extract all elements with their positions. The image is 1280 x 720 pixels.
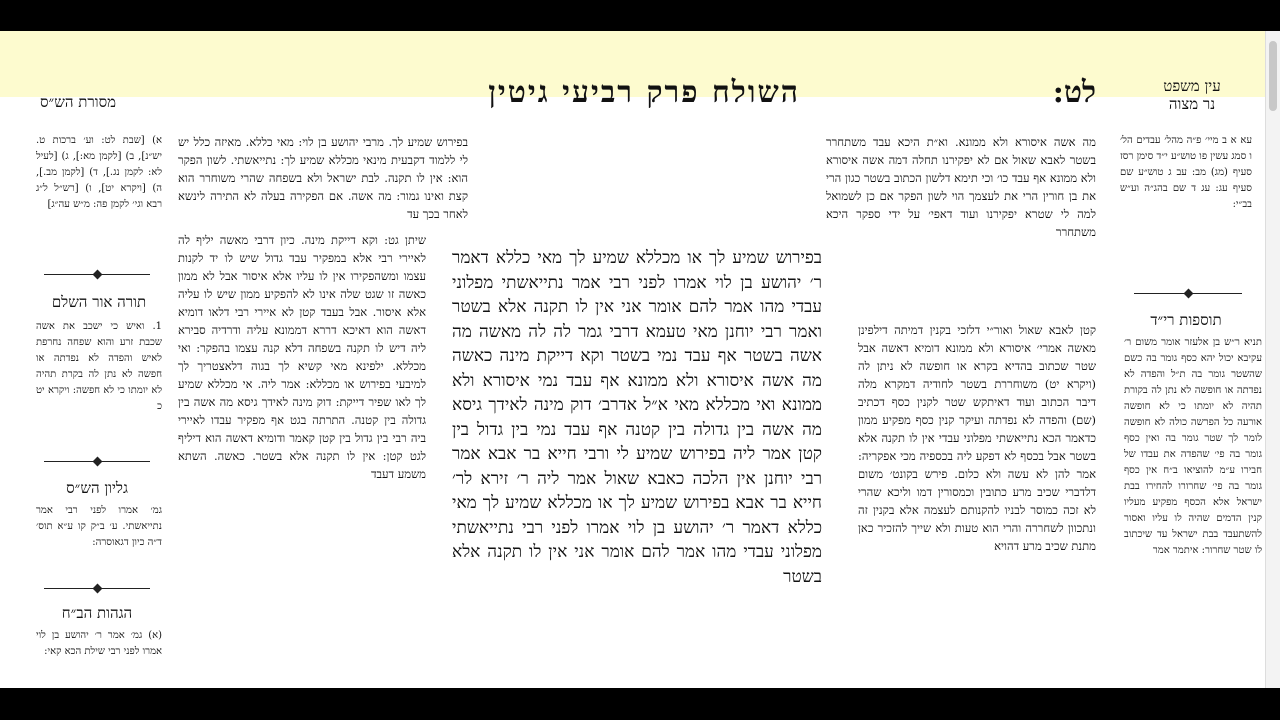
vertical-scrollbar[interactable] [1265, 31, 1280, 688]
tosafot-bottom-text: קטן לאבא שאול ואור״י דלזכי בקנין דמיתה דילפינן מאשה אמרי׳ איסורא ולא ממונא דומיא דאשה אבל שטר שכתוב בהדיא בקרא או חופשה לא ניתן לה (ויקרא יט) משוחררת בשטר לחודיה דמקרא מלה דיבר הכתוב ועוד דאיתקש שטר לקנין כסף דכתיב (שם) והפדה לא נפדתה ועיקר קנין כסף מפקיע ממון כדאמר הכא נתייאשתי מפלוני עבדי אין לו תקנה אלא בשטר אבל בכסף לא דפקע ליה בכספיה מכי אפקריה: אמר להן לא עשה ולא כלום. פירש בקונט׳ משום דלדברי שכיב מרע כתובין וכמסורין דמו וליכא שהרי לא זכה כמוסר לבניו להקנותם לעצמה אלא בקנין זה ונתכוון לשחררה והרי הוא טעות ולא שייך להזכיר כאן מתנת שכיב מרע דהויא [858, 323, 1096, 553]
torah-or-text: 1. ואיש כי ישכב את אשה שכבת זרע והוא שפחה נחרפת לאיש והפדה לא נפדתה או חפשה לא נתן לה בקרת תהיה לא יומתו כי לא חפשה: ויקרא יט כ [36, 321, 162, 412]
page-header-title: השולח פרק רביעי גיטין [488, 75, 800, 110]
separator [1134, 293, 1242, 294]
tosafot-rid-text: תניא ר״ש בן אלעזר אומר משום ר׳ עקיבא יכול יהא כסף גומר בה כשם שהשטר גומר בה ת״ל והפדה לא נפדתה או חופשה לא נתן לה בקורת תהיה לא יומתו כי לא חופשה אורעה כל הפרשה כולה לא חופשה לומר לך שטר גומר בה ואין כסף גומר בה פי׳ שהפדה את עבדו של חבירו ע״מ להוציאו ב״ח אין כסף גומר בה פי׳ שחרורו להחירו בבת ישראל אלא הכסף מפקיע מעליו קנין הדמים שהיה לו עליו ואסור להשתעבד בבת ישראל עד שיכתוב לו שטר שחרור: איתמר אמר [1124, 337, 1262, 556]
hagahot-habach-title: הגהות הב״ח [61, 604, 133, 622]
gemara-text: בפירוש שמיע לך או מכללא שמיע לך מאי כללא דאמר ר׳ יהושע בן לוי אמרו לפני רבי אמר נתייאשתי מפלוני עבדי מהו אמר להם אומר אני אין לו תקנה אלא בשטר ואמר רבי יוחנן מאי טעמא דרבי גמר לה לה מאשה מה אשה בשטר אף עבד נמי בשטר וקא דייקת מינה כאשה מה אשה איסורא ולא ממונא אף עבד נמי איסורא ולא ממונא ואי מכללא מאי א״ל אדרב׳ דוק מינה לאידך גיסא מה אשה בין גדולה בין קטנה אף עבד נמי בין גדול בין קטן אמר ליה בפירוש שמיע לי ורבי חייא בר אבא אמר רבי יוחנן אין הלכה כאבא שאול אמר ליה ר׳ זירא לר׳ חייא בר אבא בפירוש שמיע לך או מכללא שמיע לך מאי כללא דאמר ר׳ יהושע בן לוי אמרו לפני רבי נתייאשתי מפלוני עבדי מהו אמר להם אומר אני אין לו תקנה אלא בשטר [452, 248, 822, 587]
tosafot-rid-title: תוספות רי״ד [1150, 311, 1222, 329]
separator [44, 588, 150, 589]
masoret-hashas-text: א) [שבת לט: וע׳ ברכות ט. יש״נ], ב) [לקמן מא:], ג) [לעיל לא: לקמן נג.], ד) [לקמן מב.], ה) [ויקרא יט], ו) [רש״ל ל״ג רבא וגי׳ לקמן פה: מ״ש עה״ג] [36, 135, 162, 210]
gilyon-hashas-text: גמ׳ אמרו לפני רבי אמר נתייאשתי. ע׳ ב״ק קו ע״א תוס׳ ד״ה כיון דגאוסרה: [36, 505, 162, 548]
ein-mishpat-title [1132, 77, 1252, 113]
ein-mishpat-heading: עין משפט [1163, 77, 1221, 95]
page-folio: לט: [1052, 75, 1096, 110]
rashi-bottom-text: שיתן גט: וקא דייקת מינה. כיון דרבי מאשה יליף לה לאיירי רבי אלא במפקיר עבד גדול שיש לו יד לקנות עצמו ומשהפקירו אין לו עליו אלא איסור אבל לא ממון כאשה זו שגט שלה אינו לא להפקיע ממון שיש לו עליה אלא איסור. אבל בעבד קטן לא איירי רבי דלאו דומיא דאשה הוא דאיכא דררא דממונא עליה ודרדיה סבירא ליה דיש לו תקנה בשפחה דלא קנה עצמו בהפקר: ואי מכללא. ילפינא מאי קשיא לך בגוה דלאצטריך לך למיבעי בפירוש או מכללא: אמר ליה. אי מכללא שמיע לך לאו שפיר דייקת: דוק מינה לאידך גיסא מה אשה בין גדולה בין קטנה. התרתה בגט אף מפקיר עבדו לאיירי ביה רבי בין גדול בין קטן קאמר ודומיא דאשה הוא דיליף לגט קטן: אין לו תקנה אלא בשטר. כאשה. השתא משמע דעבד [178, 233, 426, 481]
rashi-top-text: בפירוש שמיע לך. מרבי יהושע בן לוי: מאי כללא. מאיזה כלל יש לי ללמוד דקבעית מינאי מכללא שמיע לך: נתייאשתי. לשון הפקר הוא: אין לו תקנה. לבת ישראל ולא בשפחה שהרי משוחרר הוא קצת ואינו גמור: מה אשה. אם הפקירה בעלה לא התירה לינשא לאחר בכך עד [178, 135, 468, 221]
scrollbar-thumb[interactable] [1269, 41, 1277, 111]
talmud-page [0, 31, 1280, 688]
gilyon-hashas-title: גליון הש״ס [66, 479, 128, 497]
bottom-letterbox [0, 688, 1280, 720]
separator [44, 461, 150, 462]
torah-or-title: תורה אור השלם [51, 293, 147, 311]
ein-mishpat-text: עא א ב מיי׳ פ״ה מהל׳ עבדים הל׳ ו סמג עשין פו טוש״ע י״ד סימן רסז סעיף (מג) מב: עב ג טוש״ע שם סעיף עג: עג ד שם בהג״ה וע״ש בב״י: [1120, 135, 1252, 210]
ner-mitzvah-heading: נר מצוה [1168, 95, 1216, 113]
top-letterbox [0, 0, 1280, 31]
separator [44, 274, 150, 275]
masoret-hashas-title: מסורת הש״ס [40, 93, 117, 111]
tosafot-top-text: מה אשה איסורא ולא ממונא. וא״ת היכא עבד משתחרר בשטר לאבא שאול אם לא יפקירנו תחלה דמה אשה איסורא ולא ממונא אף עבד כו׳ וכי תימא דלשון הכתוב בשטר כגון הרי את בן חורין הרי את לעצמך הוי לשון הפקר אם כן לשמואל למה לי שטרא יפקירנו ועוד דאפי׳ על ידי ספקר היכא משתחרר [826, 135, 1096, 239]
hagahot-habach-text: (א) גמ׳ אמר ר׳ יהושע בן לוי אמרו לפני רבי שילת הכא קאי: [36, 630, 162, 657]
